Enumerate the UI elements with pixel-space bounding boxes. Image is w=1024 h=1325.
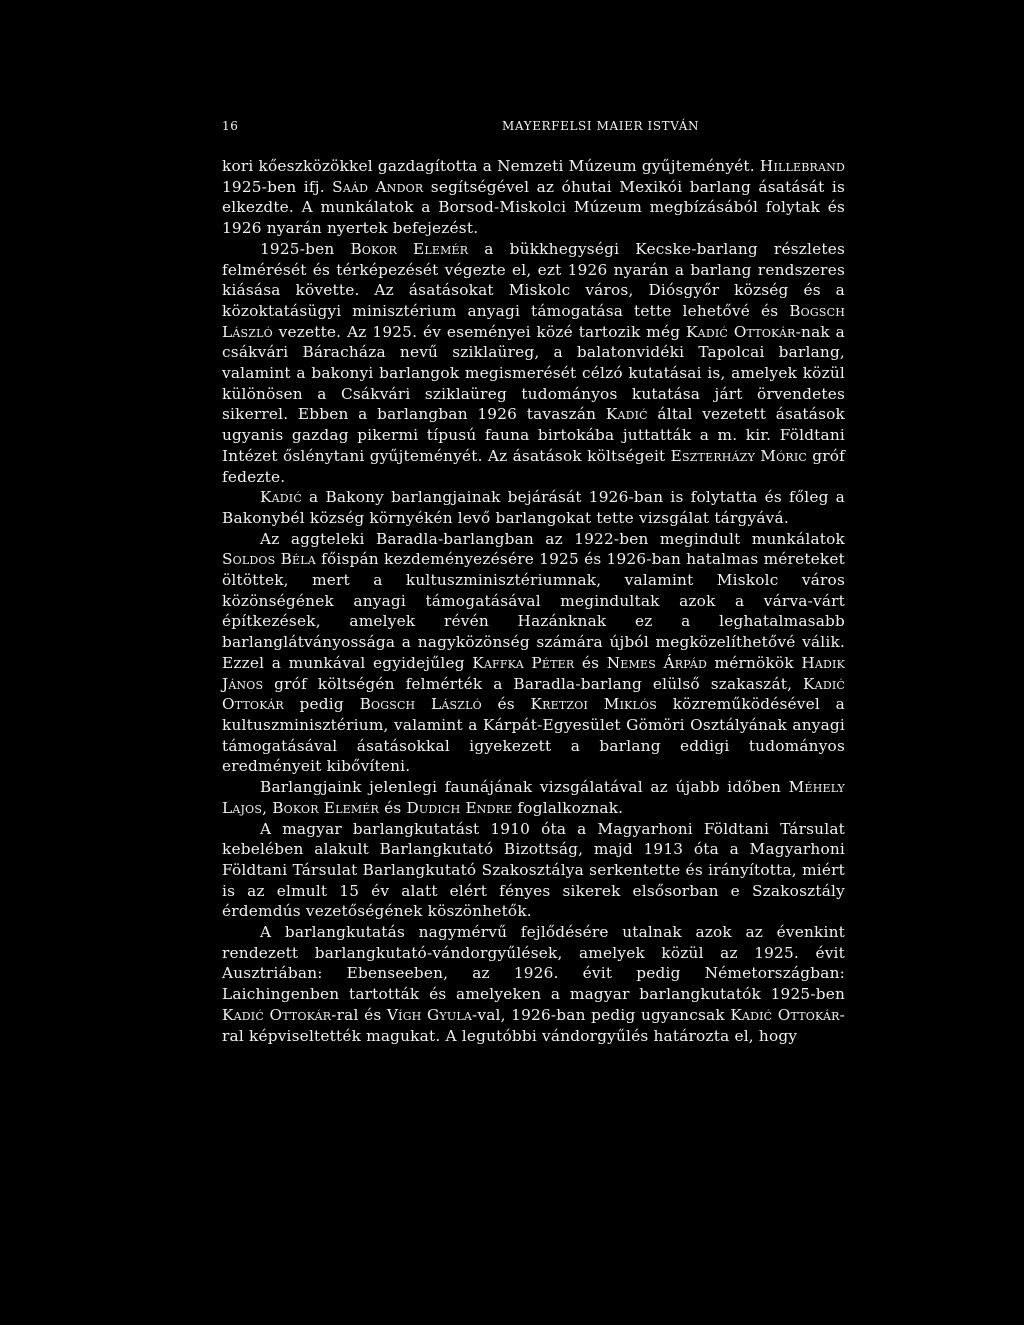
text-run: , <box>262 798 273 817</box>
text-run: -val, 1926-ban pedig ugyancsak <box>471 1005 731 1024</box>
person-name: Méhely Lajos <box>222 778 845 817</box>
person-name: Kadić Ottokár <box>686 322 796 341</box>
person-name: Kadić Ottokár <box>222 674 845 714</box>
text-run: kori kőeszközökkel gazdagította a Nemzeti Múzeum gyűjteményét. <box>222 157 760 175</box>
person-name: Vígh Gyula <box>386 1005 472 1024</box>
text-run: közreműködésével a kultuszminisztérium, valamint a Kárpát-Egyesület Gömöri Osztályának anyagi támogatásával ásatásokkal igyekezett a barlang eddigi tudományos eredményeit kibővíteni. <box>222 695 845 776</box>
text-run: vezette. Az 1925. év eseményei közé tartozik még <box>272 322 687 341</box>
text-run: foglalkoznak. <box>512 798 624 817</box>
person-name: Kretzoi Miklós <box>530 695 658 714</box>
paragraph <box>222 819 845 923</box>
body-text <box>222 156 845 1046</box>
text-run: Az aggteleki Baradla-barlangban az 1922-ben megindult munkálatok <box>260 529 845 548</box>
paragraph <box>222 156 845 239</box>
text-run: mérnökök <box>706 653 802 672</box>
text-run: és <box>574 653 607 672</box>
person-name: Hadik János <box>222 653 845 693</box>
person-name: Bokor Elemér <box>272 798 380 817</box>
person-name: Kaffka Péter <box>472 653 575 672</box>
text-run: gróf költségén felmérték a Baradla-barlang elülső szakaszát, <box>263 674 804 693</box>
text-run: gróf fedezte. <box>222 446 845 486</box>
text-run: Barlangjaink jelenlegi faunájának vizsgálatával az újabb időben <box>260 778 789 797</box>
text-run: 1925-ben ifj. <box>222 177 333 196</box>
person-name: Bogsch László <box>359 695 482 714</box>
running-head: MAYERFELSI MAIER ISTVÁN <box>502 119 700 133</box>
person-name: Dudich Endre <box>406 798 513 817</box>
text-run: és <box>481 695 531 714</box>
person-name: Eszterházy Móric <box>670 446 807 465</box>
page-header <box>222 119 822 139</box>
paragraph <box>222 487 845 528</box>
paragraph <box>222 529 845 777</box>
text-run: -nak a csákvári Báracháza nevű sziklaüreg, a balatonvidéki Tapolcai barlang, valamint a bakonyi barlangok megismerését célzó kutatásai is, amelyek közül különösen a Csákvári sziklaüreg tudományos kutatása járt örvendetes sikerrel. Ebben a barlangban 1926 tavaszán <box>222 322 846 424</box>
text-run: -ral és <box>331 1005 387 1024</box>
page-number: 16 <box>222 119 239 133</box>
text-run: és <box>379 798 407 817</box>
paragraph <box>222 777 845 818</box>
text-run: segítségével az óhutai Mexikói barlang ásatását is elkezdte. A munkálatok a Borsod-Miskolci Múzeum megbízásából folytak és 1926 nyarán nyertek befejezést. <box>222 177 846 238</box>
person-name: Kadić Ottokár <box>730 1005 840 1024</box>
text-run: A barlangkutatás nagymérvű fejlődésére utalnak azok az évenkint rendezett barlangkutató-vándorgyűlések, amelyek közül az 1925. évit Ausztriában: Ebenseeben, az 1926. évit pedig Németországban: Laichingenben tartották és amelyeken a magyar barlangkutatók 1925-ben <box>222 923 845 1004</box>
person-name: Kadić Ottokár <box>222 1005 332 1024</box>
person-name: Kadić <box>605 405 648 424</box>
text-run: a bükkhegységi Kecske-barlang részletes felmérését és térképezését végezte el, ezt 1926 nyarán a barlang rendszeres kiásása követte. Az ásatásokat Miskolc város, Diósgyőr község és a közoktatásügyi minisztérium anyagi támogatása tette lehetővé és <box>222 239 845 320</box>
person-name: Hillebrand <box>759 157 845 175</box>
text-run: pedig <box>283 695 360 714</box>
text-run: 1925-ben <box>260 239 351 258</box>
paragraph <box>222 922 845 1046</box>
person-name: Nemes Árpád <box>606 653 707 672</box>
text-run: főispán kezdeményezésére 1925 és 1926-ban hatalmas méreteket öltöttek, mert a kultuszminisztériumnak, valamint Miskolc város közönségének anyagi támogatásával megindultak azok a várva-várt építkezések, amelyek révén Hazánknak ez a leghatalmasabb barlanglátványossága a nagyközönség számára újból megközelíthetővé válik. Ezzel a munkával egyidejűleg <box>222 550 845 672</box>
person-name: Bogsch László <box>222 301 845 341</box>
person-name: Saád Andor <box>332 177 424 196</box>
text-run: által vezetett ásatások ugyanis gazdag pikermi típusú fauna birtokába juttatták a m. kir. Földtani Intézet őslénytani gyűjteményét. Az ásatások költségeit <box>222 405 845 465</box>
person-name: Bokor Elemér <box>350 239 469 258</box>
text-run: A magyar barlangkutatást 1910 óta a Magyarhoni Földtani Társulat kebelében alakult Barlangkutató Bizottság, majd 1913 óta a Magyarhoni Földtani Társulat Barlangkutató Szakosztálya serkentette és irányította, miért is az elmult 15 év alatt elért fényes sikerek elsősorban e Szakosztály érdemdús vezetőségének köszönhetők. <box>222 819 845 921</box>
person-name: Kadić <box>260 488 302 507</box>
person-name: Soldos Béla <box>222 550 316 569</box>
text-run: a Bakony barlangjainak bejárását 1926-ban is folytatta és főleg a Bakonybél község környékén levő barlangokat tette vizsgálat tárgyává. <box>222 488 845 527</box>
paragraph <box>222 239 845 487</box>
text-run: -ral képviseltették magukat. A legutóbbi vándorgyűlés határozta el, hogy <box>222 1005 845 1045</box>
